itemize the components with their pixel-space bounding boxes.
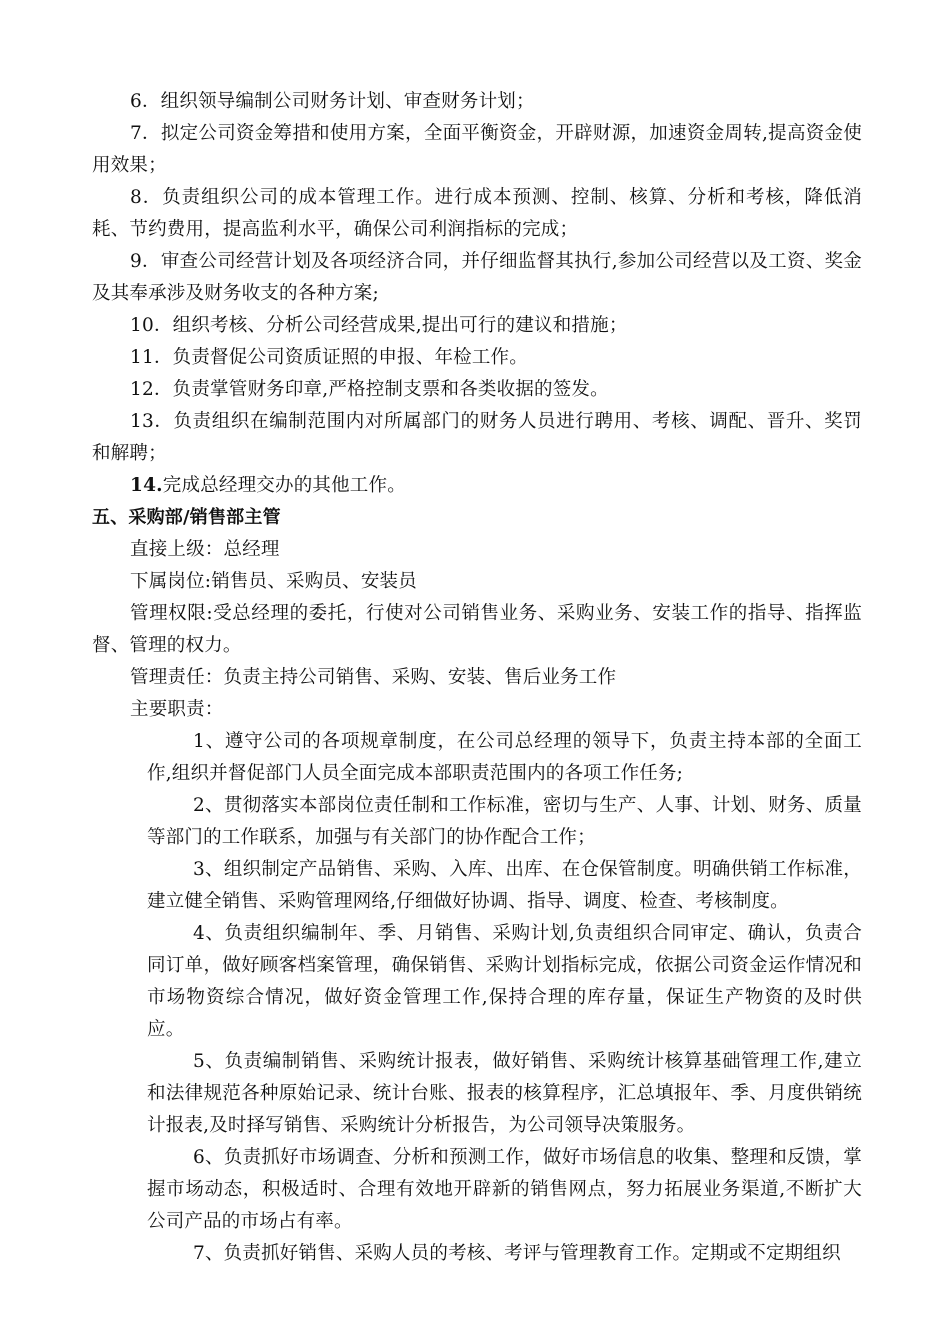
management-responsibility: 管理责任：负责主持公司销售、采购、安装、售后业务工作 [130, 667, 617, 688]
duty-item-5: 5、负责编制销售、采购统计报表，做好销售、采购统计核算基础管理工作,建立和法律规范各种原始记录、统计台账、报表的核算程序，汇总填报年、季、月度供销统计报表,及时择写销售、采购统计分析报告，为公司领导决策服务。 [147, 1051, 862, 1136]
section-heading: 五、采购部/销售部主管 [92, 507, 281, 528]
duty-item-3: 3、组织制定产品销售、采购、入库、出库、在仓保管制度。明确供销工作标准，建立健全销售、采购管理网络,仔细做好协调、指导、调度、检查、考核制度。 [147, 859, 862, 912]
duty-item-1: 1、遵守公司的各项规章制度，在公司总经理的领导下，负责主持本部的全面工作,组织并督促部门人员全面完成本部职责范围内的各项工作任务; [147, 731, 862, 784]
management-authority: 管理权限:受总经理的委托，行使对公司销售业务、采购业务、安装工作的指导、指挥监督、管理的权力。 [92, 603, 862, 656]
paragraph-item-10: 10．组织考核、分析公司经营成果,提出可行的建议和措施； [130, 315, 628, 336]
document-body [92, 86, 862, 1270]
duty-item-2: 2、贯彻落实本部岗位责任制和工作标准，密切与生产、人事、计划、财务、质量等部门的工作联系，加强与有关部门的协作配合工作； [147, 795, 862, 848]
paragraph-item-14 [92, 470, 862, 502]
paragraph-item-13: 13．负责组织在编制范围内对所属部门的财务人员进行聘用、考核、调配、晋升、奖罚和解聘； [92, 411, 862, 464]
direct-superior: 直接上级：总经理 [130, 539, 280, 560]
subordinate-positions: 下属岗位:销售员、采购员、安装员 [130, 571, 417, 592]
paragraph-item-6: 6．组织领导编制公司财务计划、审查财务计划； [130, 91, 535, 112]
paragraph-item-7: 7．拟定公司资金筹措和使用方案，全面平衡资金，开辟财源，加速资金周转,提高资金使用效果； [92, 123, 862, 176]
paragraph-item-12: 12．负责掌管财务印章,严格控制支票和各类收据的签发。 [130, 379, 609, 400]
item-14-text: 完成总经理交办的其他工作。 [162, 475, 406, 496]
item-14-number: 14. [130, 475, 163, 496]
paragraph-item-9: 9．审查公司经营计划及各项经济合同，并仔细监督其执行,参加公司经营以及工资、奖金及其奉承涉及财务收支的各种方案; [92, 251, 862, 304]
duty-item-7: 7、负责抓好销售、采购人员的考核、考评与管理教育工作。定期或不定期组织 [193, 1243, 841, 1264]
duty-item-6: 6、负责抓好市场调查、分析和预测工作，做好市场信息的收集、整理和反馈，掌握市场动态，积极适时、合理有效地开辟新的销售网点，努力拓展业务渠道,不断扩大公司产品的市场占有率。 [147, 1147, 862, 1232]
paragraph-item-8: 8．负责组织公司的成本管理工作。进行成本预测、控制、核算、分析和考核，降低消耗、节约费用，提高监利水平，确保公司利润指标的完成； [92, 187, 862, 240]
paragraph-item-11: 11．负责督促公司资质证照的申报、年检工作。 [130, 347, 528, 368]
duty-item-4: 4、负责组织编制年、季、月销售、采购计划,负责组织合同审定、确认，负责合同订单，做好顾客档案管理，确保销售、采购计划指标完成，依据公司资金运作情况和市场物资综合情况，做好资金管理工作,保持合理的库存量，保证生产物资的及时供应。 [147, 923, 862, 1040]
main-duties-label: 主要职责： [130, 699, 224, 720]
